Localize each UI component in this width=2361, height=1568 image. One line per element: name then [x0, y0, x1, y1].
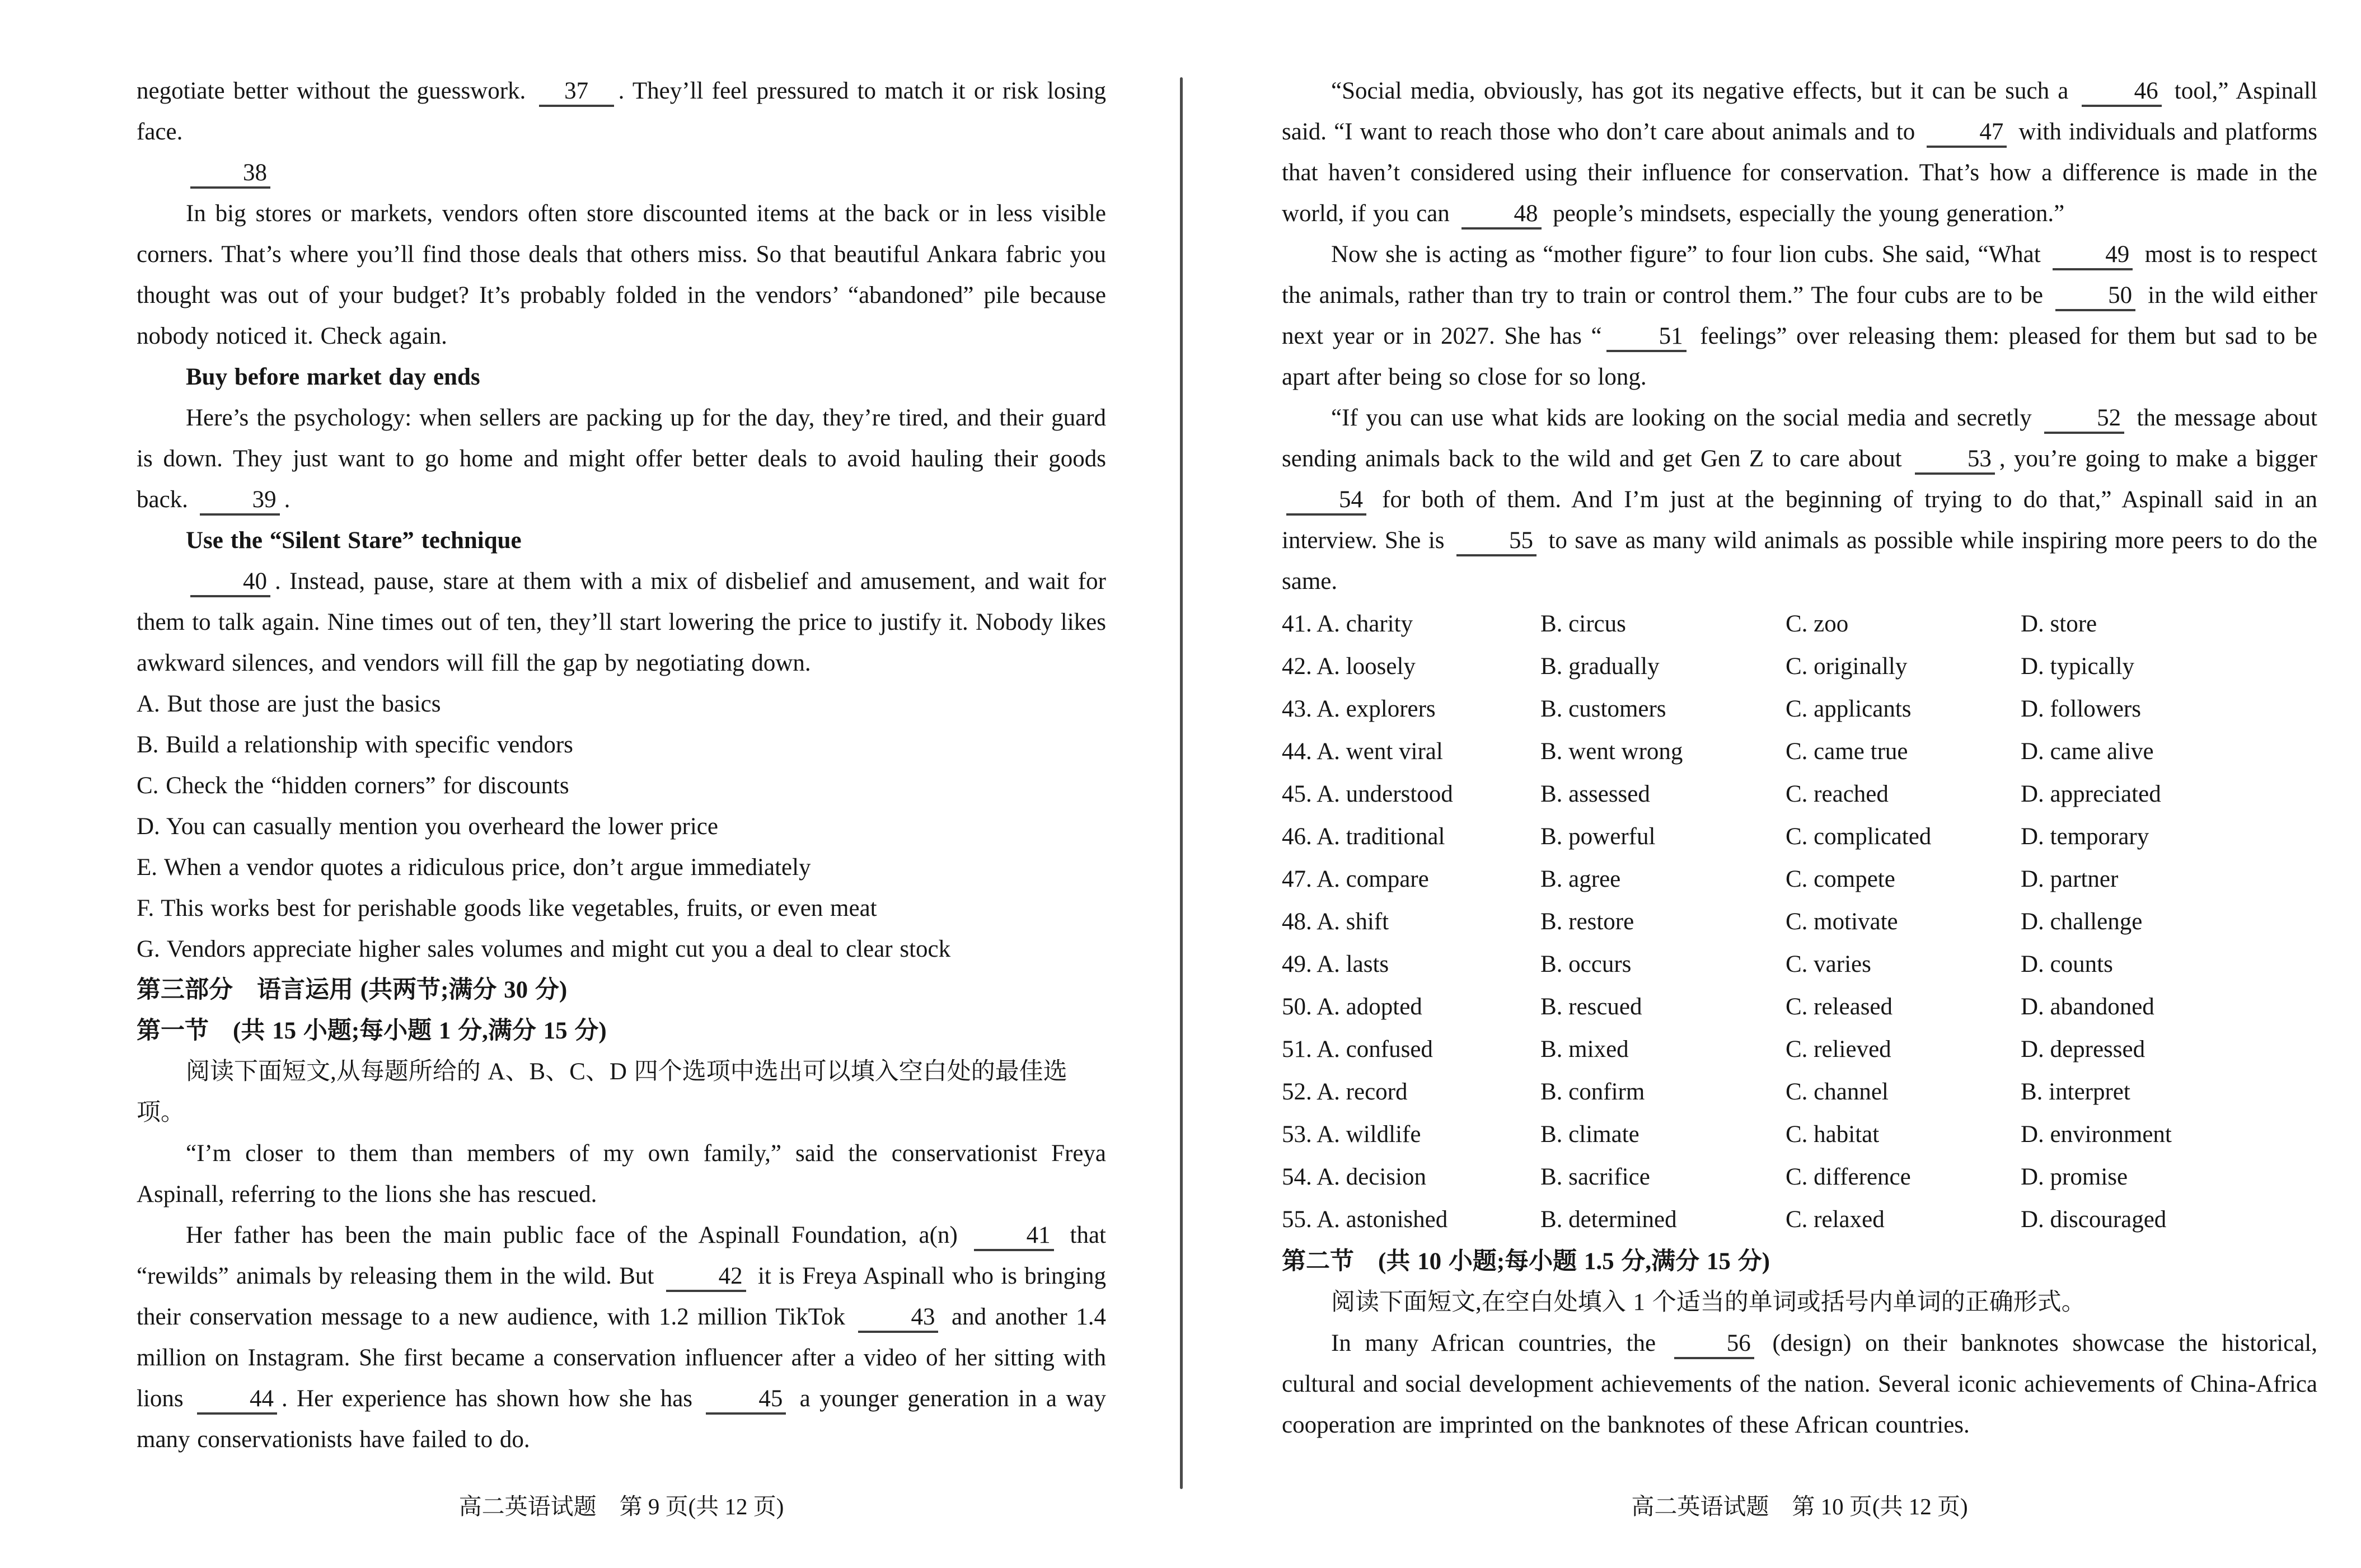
option-b: B. powerful — [1540, 823, 1656, 850]
blank-37: 37 — [539, 78, 614, 107]
option-a: 47. A. compare — [1282, 866, 1429, 892]
option-a: 50. A. adopted — [1282, 994, 1422, 1020]
option-d: D. promise — [2021, 1164, 2128, 1190]
text-block: A. But those are just the basics — [137, 691, 441, 717]
text-block: 阅读下面短文,从每题所给的 A、B、C、D 四个选项中选出可以填入空白处的最佳选项。 — [137, 1059, 1067, 1126]
option-a: 46. A. traditional — [1282, 823, 1445, 850]
option-d: D. temporary — [2021, 823, 2149, 850]
text-block: “I’m closer to them than members of my own family,” said the conservationist Freya Aspinall, referring to the lions she has rescued. — [137, 1140, 1106, 1207]
question-row — [1282, 1199, 2317, 1241]
option-d: D. appreciated — [2021, 781, 2161, 807]
option-b: B. assessed — [1540, 781, 1650, 807]
question-row — [1282, 901, 2317, 943]
page-10-passage — [1282, 71, 2317, 602]
blank-45: 45 — [706, 1386, 786, 1415]
option-c: C. relieved — [1786, 1036, 1891, 1063]
option-d: D. followers — [2021, 696, 2141, 722]
blank-43: 43 — [858, 1304, 938, 1333]
text-block: Here’s the psychology: when sellers are packing up for the day, they’re tired, and their guard is down. They just want to go home and might offer better deals to avoid hauling their goods back. 39 . — [137, 397, 1106, 520]
option-b: B. confirm — [1540, 1079, 1645, 1105]
blank-51: 51 — [1606, 323, 1687, 352]
option-a: 44. A. went viral — [1282, 738, 1443, 765]
question-row — [1282, 1028, 2317, 1071]
blank-52: 52 — [2044, 405, 2124, 434]
text-block: 第一节 (共 15 小题;每小题 1 分,满分 15 分) — [137, 1018, 607, 1044]
page-9 — [137, 71, 1106, 1460]
option-b: B. sacrifice — [1540, 1164, 1650, 1190]
text-block: Her father has been the main public face of the Aspinall Foundation, a(n) 41 that “rewilds” animals by releasing them in the wild. But 42 it is Freya Aspinall who is bringing their conservation message to a new audience, with 1.2 million TikTok 43 and another 1.4 million on Instagram. She first became a conservation influencer after a video of her sitting with lions 44 . Her experience has shown how she has 45 a younger generation in a way many conservationists have failed to do. — [137, 1222, 1106, 1453]
blank-46: 46 — [2082, 78, 2162, 107]
text-block: Now she is acting as “mother figure” to four lion cubs. She said, “What 49 most is to respect the animals, rather than try to train or control them.” The four cubs are to be 50 in the wild either next year or in 2027. She has “ 51 feelings” over releasing them: pleased for them but sad to be apart after being so close for so long. — [1282, 241, 2318, 390]
option-d: D. partner — [2021, 866, 2119, 892]
text-block: Use the “Silent Stare” technique — [186, 527, 522, 554]
option-c: C. habitat — [1786, 1121, 1880, 1148]
page-10-section-two — [1282, 1241, 2317, 1445]
text-block: In many African countries, the 56 (design) on their banknotes showcase the historical, cultural and social development achievements of the nation. Several iconic achievements of China-Africa cooperation are imprinted on the banknotes of these African countries. — [1282, 1330, 2317, 1438]
option-a: 42. A. loosely — [1282, 653, 1416, 680]
option-d: D. came alive — [2021, 738, 2154, 765]
question-row — [1282, 773, 2317, 816]
cloze-options-table — [1282, 603, 2317, 1241]
option-a: 41. A. charity — [1282, 611, 1413, 637]
text-block: D. You can casually mention you overheard the lower price — [137, 813, 718, 840]
option-c: C. came true — [1786, 738, 1908, 765]
option-d: D. challenge — [2021, 909, 2143, 935]
question-row — [1282, 1071, 2317, 1113]
text-block: 阅读下面短文,在空白处填入 1 个适当的单词或括号内单词的正确形式。 — [1331, 1289, 2086, 1316]
option-c: C. zoo — [1786, 611, 1849, 637]
option-c: C. complicated — [1786, 823, 1932, 850]
option-c: C. originally — [1786, 653, 1908, 680]
option-a: 55. A. astonished — [1282, 1206, 1448, 1233]
question-row — [1282, 688, 2317, 731]
question-row — [1282, 943, 2317, 986]
option-b: B. customers — [1540, 696, 1666, 722]
option-b: B. climate — [1540, 1121, 1639, 1148]
option-b: B. occurs — [1540, 951, 1632, 977]
blank-49: 49 — [2053, 241, 2133, 270]
option-a: 53. A. wildlife — [1282, 1121, 1421, 1148]
option-a: 49. A. lasts — [1282, 951, 1389, 977]
option-b: B. agree — [1540, 866, 1621, 892]
option-b: B. went wrong — [1540, 738, 1683, 765]
blank-50: 50 — [2055, 282, 2135, 311]
option-d: D. typically — [2021, 653, 2135, 680]
blank-39: 39 — [200, 486, 280, 516]
text-block: “Social media, obviously, has got its negative effects, but it can be such a 46 tool,” Aspinall said. “I want to reach those who don’t care about animals and to 47 with individuals and platforms that haven’t considered using their influence for conservation. That’s how a difference is made in the world, if you can 48 people’s mindsets, especially the young generation.” — [1282, 71, 2317, 234]
option-d: D. counts — [2021, 951, 2113, 977]
page-divider-line — [1180, 77, 1183, 1489]
blank-44: 44 — [197, 1386, 277, 1415]
text-block: E. When a vendor quotes a ridiculous price, don’t argue immediately — [137, 854, 811, 881]
question-row — [1282, 603, 2317, 645]
blank-48: 48 — [1461, 200, 1542, 230]
question-row — [1282, 731, 2317, 773]
option-d: D. depressed — [2021, 1036, 2145, 1063]
blank-56: 56 — [1674, 1330, 1754, 1359]
option-c: C. relaxed — [1786, 1206, 1885, 1233]
page-9-content — [137, 71, 1106, 1460]
page-10 — [1282, 71, 2317, 1445]
option-c: C. difference — [1786, 1164, 1911, 1190]
text-block: Buy before market day ends — [186, 364, 480, 390]
option-c: C. compete — [1786, 866, 1895, 892]
option-b: B. restore — [1540, 909, 1634, 935]
option-c: C. channel — [1786, 1079, 1889, 1105]
page-10-footer: 高二英语试题 第 10 页(共 12 页) — [1631, 1494, 1968, 1519]
blank-41: 41 — [974, 1222, 1054, 1251]
question-row — [1282, 816, 2317, 858]
text-block: 第二节 (共 10 小题;每小题 1.5 分,满分 15 分) — [1282, 1248, 1770, 1275]
text-block: negotiate better without the guesswork. 37 . They’ll feel pressured to match it or risk losing face. — [137, 78, 1106, 145]
text-block: “If you can use what kids are looking on the social media and secretly 52 the message about sending animals back to the wild and get Gen Z to care about 53 , you’re going to make a bigger 54 for both of them. And I’m just at the beginning of trying to do that,” Aspinall said in an interview. She is 55 to save as many wild animals as possible while inspiring more peers to do the same. — [1282, 405, 2317, 595]
text-block: 第三部分 语言运用 (共两节;满分 30 分) — [137, 977, 568, 1003]
question-row — [1282, 645, 2317, 688]
question-row — [1282, 1156, 2317, 1199]
blank-47: 47 — [1927, 119, 2007, 148]
option-a: 54. A. decision — [1282, 1164, 1426, 1190]
text-block: G. Vendors appreciate higher sales volumes and might cut you a deal to clear stock — [137, 936, 951, 962]
option-c: C. applicants — [1786, 696, 1912, 722]
option-c: C. motivate — [1786, 909, 1898, 935]
question-row — [1282, 986, 2317, 1028]
question-row — [1282, 858, 2317, 901]
blank-40: 40 — [190, 568, 270, 597]
text-block: In big stores or markets, vendors often store discounted items at the back or in less visible corners. That’s where you’ll find those deals that others miss. So that beautiful Ankara fabric you thought was out of your budget? It’s probably folded in the vendors’ “abandoned” pile because nobody noticed it. Check again. — [137, 200, 1106, 349]
blank-55: 55 — [1456, 527, 1536, 556]
option-d: B. interpret — [2021, 1079, 2130, 1105]
text-block: F. This works best for perishable goods like vegetables, fruits, or even meat — [137, 895, 877, 921]
option-c: C. released — [1786, 994, 1893, 1020]
option-d: D. environment — [2021, 1121, 2172, 1148]
option-a: 51. A. confused — [1282, 1036, 1433, 1063]
blank-42: 42 — [666, 1263, 746, 1292]
text-block: C. Check the “hidden corners” for discounts — [137, 773, 569, 799]
option-c: C. reached — [1786, 781, 1889, 807]
option-a: 43. A. explorers — [1282, 696, 1436, 722]
text-block: B. Build a relationship with specific vendors — [137, 732, 573, 758]
option-d: D. discouraged — [2021, 1206, 2167, 1233]
question-row — [1282, 1113, 2317, 1156]
blank-54: 54 — [1286, 486, 1366, 516]
option-a: 45. A. understood — [1282, 781, 1453, 807]
text-block — [137, 152, 1106, 193]
blank-53: 53 — [1915, 446, 1995, 475]
option-b: B. circus — [1540, 611, 1626, 637]
option-d: D. abandoned — [2021, 994, 2154, 1020]
option-c: C. varies — [1786, 951, 1871, 977]
blank-38: 38 — [190, 160, 270, 189]
option-a: 48. A. shift — [1282, 909, 1389, 935]
option-a: 52. A. record — [1282, 1079, 1408, 1105]
option-b: B. determined — [1540, 1206, 1677, 1233]
option-b: B. mixed — [1540, 1036, 1629, 1063]
option-b: B. rescued — [1540, 994, 1642, 1020]
page-9-footer: 高二英语试题 第 9 页(共 12 页) — [458, 1494, 784, 1519]
text-block: 40 . Instead, pause, stare at them with a mix of disbelief and amusement, and wait for them to talk again. Nine times out of ten, they’ll start lowering the price to justify it. Nobody likes awkward silences, and vendors will fill the gap by negotiating down. — [137, 568, 1106, 676]
option-b: B. gradually — [1540, 653, 1660, 680]
option-d: D. store — [2021, 611, 2097, 637]
